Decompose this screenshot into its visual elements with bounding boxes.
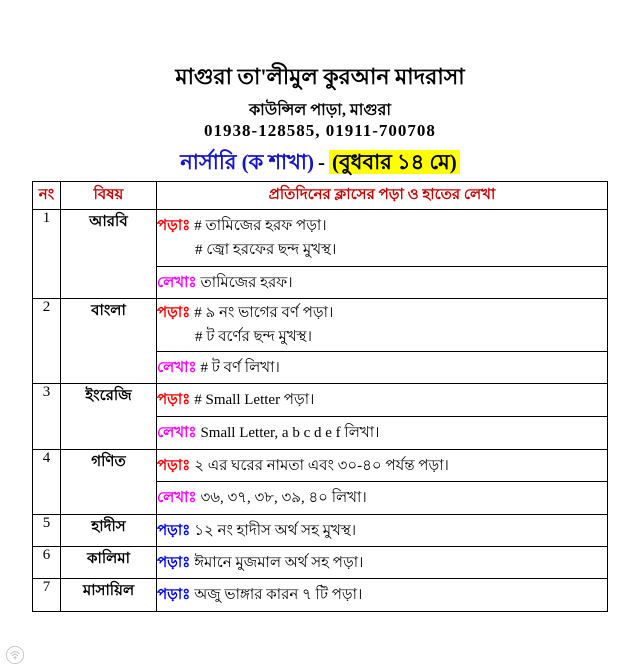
pora-cell <box>157 384 608 417</box>
lekha-label: লেখাঃ <box>157 359 197 376</box>
class-title-line <box>0 146 640 181</box>
pora-cell <box>157 210 608 267</box>
date-badge: (বুধবার ১৪ মে) <box>329 150 460 174</box>
row-number: 2 <box>33 299 61 384</box>
column-header-content: প্রতিদিনের ক্লাসের পড়া ও হাতের লেখা <box>157 182 608 210</box>
subject-cell: আরবি <box>61 210 157 299</box>
subject-cell: মাসায়িল <box>61 579 157 612</box>
subject-cell: হাদীস <box>61 515 157 547</box>
pora-cell <box>157 547 608 579</box>
school-address: কাউন্সিল পাড়া, মাগুরা <box>248 102 392 119</box>
table-row <box>33 579 608 612</box>
column-header-subject: বিষয় <box>61 182 157 210</box>
row-number: 3 <box>33 384 61 450</box>
school-name: মাগুরা তা'লীমুল কুরআন মাদরাসা <box>175 64 465 89</box>
pora-label: পড়াঃ <box>157 457 191 474</box>
watermark-stamp-icon <box>5 645 25 665</box>
lekha-label: লেখাঃ <box>157 490 197 506</box>
subject-cell: ইংরেজি <box>61 384 157 450</box>
pora-line: পড়াঃ ১২ নং হাদীস অর্থ সহ মুখস্থ। <box>157 522 357 539</box>
pora-line: পড়াঃ অজু ভাঙ্গার কারন ৭ টি পড়া। <box>157 587 363 603</box>
table-header-row <box>33 182 608 210</box>
row-number: 1 <box>33 210 61 299</box>
pora-cell <box>157 515 608 547</box>
pora-label: পড়াঃ <box>157 522 191 539</box>
row-number: 4 <box>33 450 61 515</box>
lesson-table <box>32 181 608 612</box>
pora-label: পড়াঃ <box>157 587 191 603</box>
subject-cell: কালিমা <box>61 547 157 579</box>
pora-cell <box>157 299 608 352</box>
table-row <box>33 547 608 579</box>
pora-line: # জ্বো হরফের ছন্দ মুখস্থ। <box>195 242 337 258</box>
phone-numbers: 01938-128585, 01911-700708 <box>204 121 436 140</box>
row-number: 7 <box>33 579 61 612</box>
pora-label: পড়াঃ <box>157 392 191 408</box>
lekha-cell: লেখাঃ ৩৬, ৩৭, ৩৮, ৩৯, ৪০ লিখা। <box>157 482 608 515</box>
pora-line: পড়াঃ # Small Letter পড়া। <box>157 392 315 408</box>
subject-cell: গণিত <box>61 450 157 515</box>
table-row <box>33 450 608 482</box>
lekha-cell: লেখাঃ তামিজের হরফ। <box>157 267 608 299</box>
lekha-cell: লেখাঃ # ট বর্ণ লিখা। <box>157 352 608 384</box>
pora-cell <box>157 450 608 482</box>
class-name: নার্সারি (ক শাখা) <box>180 150 314 174</box>
subject-cell: বাংলা <box>61 299 157 384</box>
row-number: 6 <box>33 547 61 579</box>
pora-line: পড়াঃ ২ এর ঘরের নামতা এবং ৩০-৪০ পর্যন্ত পড়া। <box>157 457 449 474</box>
pora-line: পড়াঃ ঈমানে মুজমাল অর্থ সহ পড়া। <box>157 554 364 571</box>
title-separator: - <box>318 150 325 174</box>
table-row <box>33 210 608 267</box>
lekha-cell: লেখাঃ Small Letter, a b c d e f লিখা। <box>157 417 608 450</box>
pora-line: পড়াঃ # তামিজের হরফ পড়া। <box>157 218 327 234</box>
pora-label: পড়াঃ <box>157 305 191 321</box>
table-row <box>33 384 608 417</box>
pora-label: পড়াঃ <box>157 218 191 234</box>
lekha-label: লেখাঃ <box>157 425 197 441</box>
lekha-label: লেখাঃ <box>157 274 197 291</box>
pora-cell <box>157 579 608 612</box>
column-header-number: নং <box>33 182 61 210</box>
row-number: 5 <box>33 515 61 547</box>
table-row <box>33 299 608 352</box>
pora-label: পড়াঃ <box>157 554 191 571</box>
pora-line: পড়াঃ # ৯ নং ভাগের বর্ণ পড়া। <box>157 305 334 321</box>
table-row <box>33 515 608 547</box>
pora-line: # ট বর্ণের ছন্দ মুখস্থ। <box>195 329 312 345</box>
